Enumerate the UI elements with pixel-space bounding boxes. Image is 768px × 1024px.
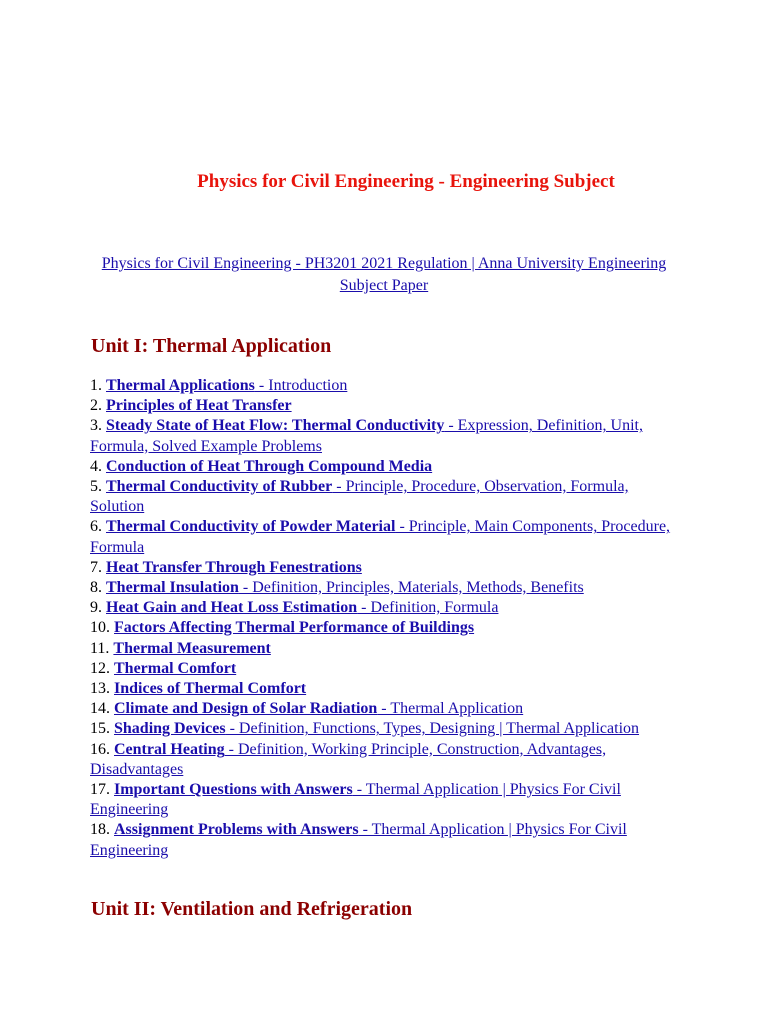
topic-title: Climate and Design of Solar Radiation <box>114 700 378 718</box>
unit-1-heading: Unit I: Thermal Application <box>91 335 332 357</box>
topic-title: Indices of Thermal Comfort <box>114 680 307 698</box>
topic-link[interactable] <box>114 680 306 697</box>
topic-item <box>90 820 682 860</box>
topic-detail: - Definition, Working Principle, Construction, Advantages, Disadvantages <box>90 740 607 778</box>
topic-item <box>90 618 682 638</box>
topic-link[interactable] <box>106 458 432 475</box>
topic-item <box>90 639 682 659</box>
topic-link[interactable] <box>90 417 643 454</box>
page-title: Physics for Civil Engineering - Engineering Subject <box>197 171 615 192</box>
topic-link[interactable] <box>114 700 523 717</box>
topic-title: Thermal Insulation <box>106 579 239 597</box>
subject-paper-link[interactable]: Physics for Civil Engineering - PH3201 2021 Regulation | Anna University Engineering Subject Paper <box>101 255 667 294</box>
topic-number: 15. <box>90 720 110 738</box>
topic-number: 18. <box>90 821 110 839</box>
unit-2-heading: Unit II: Ventilation and Refrigeration <box>91 898 413 920</box>
topic-number: 10. <box>90 619 110 637</box>
topic-item <box>90 517 682 557</box>
topic-title: Central Heating <box>114 740 225 758</box>
topic-link[interactable] <box>90 781 621 818</box>
topic-item <box>90 598 682 618</box>
topic-item <box>90 740 682 780</box>
topic-detail: - Thermal Application | Physics For Civil Engineering <box>90 821 627 859</box>
topic-link[interactable] <box>106 599 498 616</box>
topic-item <box>90 457 682 477</box>
topic-title: Thermal Applications <box>106 377 255 394</box>
topic-detail: - Definition, Functions, Types, Designing | Thermal Application <box>225 720 640 738</box>
topic-title: Shading Devices <box>114 720 226 738</box>
topic-link[interactable] <box>106 579 584 596</box>
topic-link[interactable] <box>106 397 292 414</box>
topic-link[interactable] <box>106 559 362 576</box>
topic-number: 12. <box>90 659 110 677</box>
topic-item <box>90 719 682 739</box>
unit-1-topic-list <box>90 376 682 861</box>
topic-item <box>90 679 682 699</box>
topic-title: Conduction of Heat Through Compound Media <box>106 457 433 475</box>
topic-item <box>90 699 682 719</box>
topic-number: 3. <box>90 417 102 435</box>
topic-title: Assignment Problems with Answers <box>114 821 359 839</box>
topic-item <box>90 477 682 517</box>
topic-number: 5. <box>90 478 102 496</box>
topic-number: 11. <box>90 639 110 657</box>
topic-detail: - Definition, Formula <box>357 599 499 617</box>
topic-link[interactable] <box>90 741 606 778</box>
topic-item <box>90 659 682 679</box>
topic-item <box>90 376 682 396</box>
topic-number: 14. <box>90 700 110 718</box>
topic-link[interactable] <box>90 478 629 515</box>
topic-link[interactable] <box>90 518 670 555</box>
topic-detail: - Principle, Procedure, Observation, Formula, Solution <box>90 478 629 516</box>
topic-number: 16. <box>90 740 110 758</box>
topic-link[interactable] <box>114 619 474 636</box>
topic-link[interactable] <box>113 640 270 657</box>
topic-item <box>90 416 682 456</box>
topic-link[interactable] <box>106 377 347 394</box>
topic-title: Thermal Measurement <box>113 639 271 657</box>
topic-detail: - Thermal Application | Physics For Civil Engineering <box>90 781 621 819</box>
topic-number: 13. <box>90 680 110 698</box>
topic-title: Heat Gain and Heat Loss Estimation <box>106 599 358 617</box>
topic-item <box>90 558 682 578</box>
topic-number: 1. <box>90 377 102 394</box>
topic-title: Principles of Heat Transfer <box>106 397 292 415</box>
topic-title: Factors Affecting Thermal Performance of Buildings <box>114 619 475 637</box>
topic-number: 17. <box>90 781 110 799</box>
topic-title: Thermal Comfort <box>114 659 237 677</box>
topic-title: Steady State of Heat Flow: Thermal Conductivity <box>106 417 445 435</box>
topic-number: 4. <box>90 457 102 475</box>
topic-number: 9. <box>90 599 102 617</box>
topic-detail: - Introduction <box>254 377 348 394</box>
topic-link[interactable] <box>90 821 627 858</box>
topic-title: Important Questions with Answers <box>114 781 353 799</box>
topic-title: Thermal Conductivity of Powder Material <box>106 518 396 536</box>
topic-number: 6. <box>90 518 102 536</box>
topic-link[interactable] <box>114 720 639 737</box>
topic-detail: - Thermal Application <box>377 700 524 718</box>
topic-number: 8. <box>90 579 102 597</box>
topic-link[interactable] <box>114 660 236 677</box>
topic-number: 7. <box>90 558 102 576</box>
topic-item <box>90 396 682 416</box>
topic-title: Heat Transfer Through Fenestrations <box>106 558 362 576</box>
topic-detail: - Principle, Main Components, Procedure, Formula <box>90 518 671 556</box>
topic-item <box>90 578 682 598</box>
topic-item <box>90 780 682 820</box>
topic-detail: - Expression, Definition, Unit, Formula, Solved Example Problems <box>90 417 643 455</box>
topic-number: 2. <box>90 397 102 415</box>
topic-title: Thermal Conductivity of Rubber <box>106 478 333 496</box>
topic-detail: - Definition, Principles, Materials, Methods, Benefits <box>238 579 584 597</box>
